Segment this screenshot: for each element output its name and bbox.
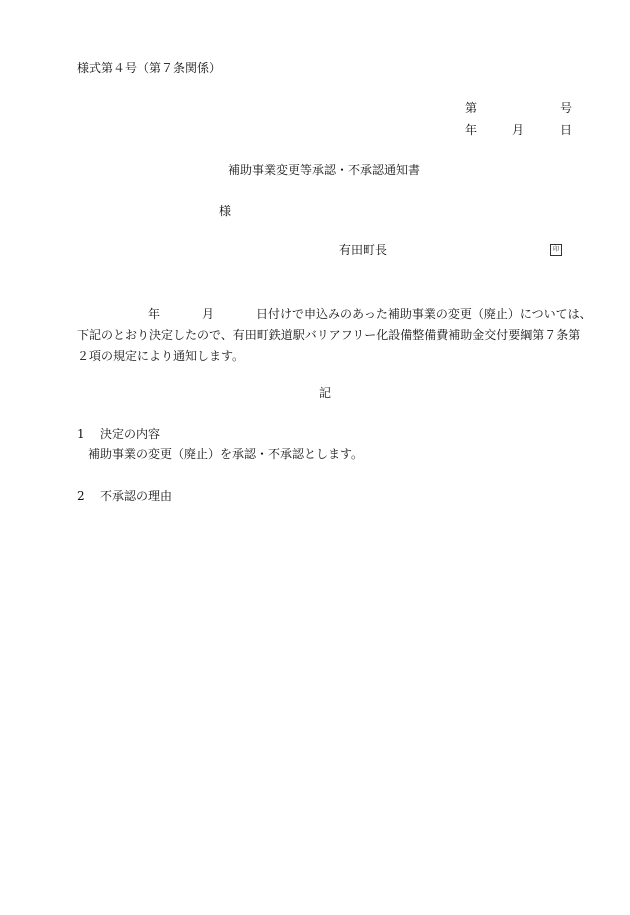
item-2-heading-text: 不承認の理由 [100,489,173,503]
document-title: 補助事業変更等承認・不承認通知書 [228,163,421,177]
body-line-1 [77,304,592,325]
body-year-label: 年 [148,307,161,321]
form-number: 様式第４号（第７条関係） [77,61,222,75]
item-2-number: 2 [77,489,85,503]
date-year-label: 年 [465,123,478,137]
issuer-title: 有田町長 [339,243,388,257]
reference-number-prefix: 第 [465,101,478,115]
ki-heading: 記 [319,386,332,400]
seal-mark: 印 [550,244,562,256]
addressee-honorific: 様 [219,204,232,218]
body-line-3: ２項の規定により通知します。 [77,349,245,363]
item-1-heading-text: 決定の内容 [100,427,161,441]
body-line-2: 下記のとおり決定したので、有田町鉄道駅バリアフリー化設備整備費補助金交付要綱第７条第 [77,328,581,342]
body-line-1-text: 日付けで申込みのあった補助事業の変更（廃止）については、 [256,307,592,321]
item-1-number: 1 [77,427,85,441]
body-month-label: 月 [202,307,215,321]
date-month-label: 月 [512,123,525,137]
item-1-content: 補助事業の変更（廃止）を承認・不承認とします。 [88,447,364,461]
body-paragraph [77,304,592,367]
reference-number-suffix: 号 [560,101,573,115]
date-day-label: 日 [560,123,573,137]
item-1-heading [77,428,160,440]
item-2-heading [77,490,172,502]
